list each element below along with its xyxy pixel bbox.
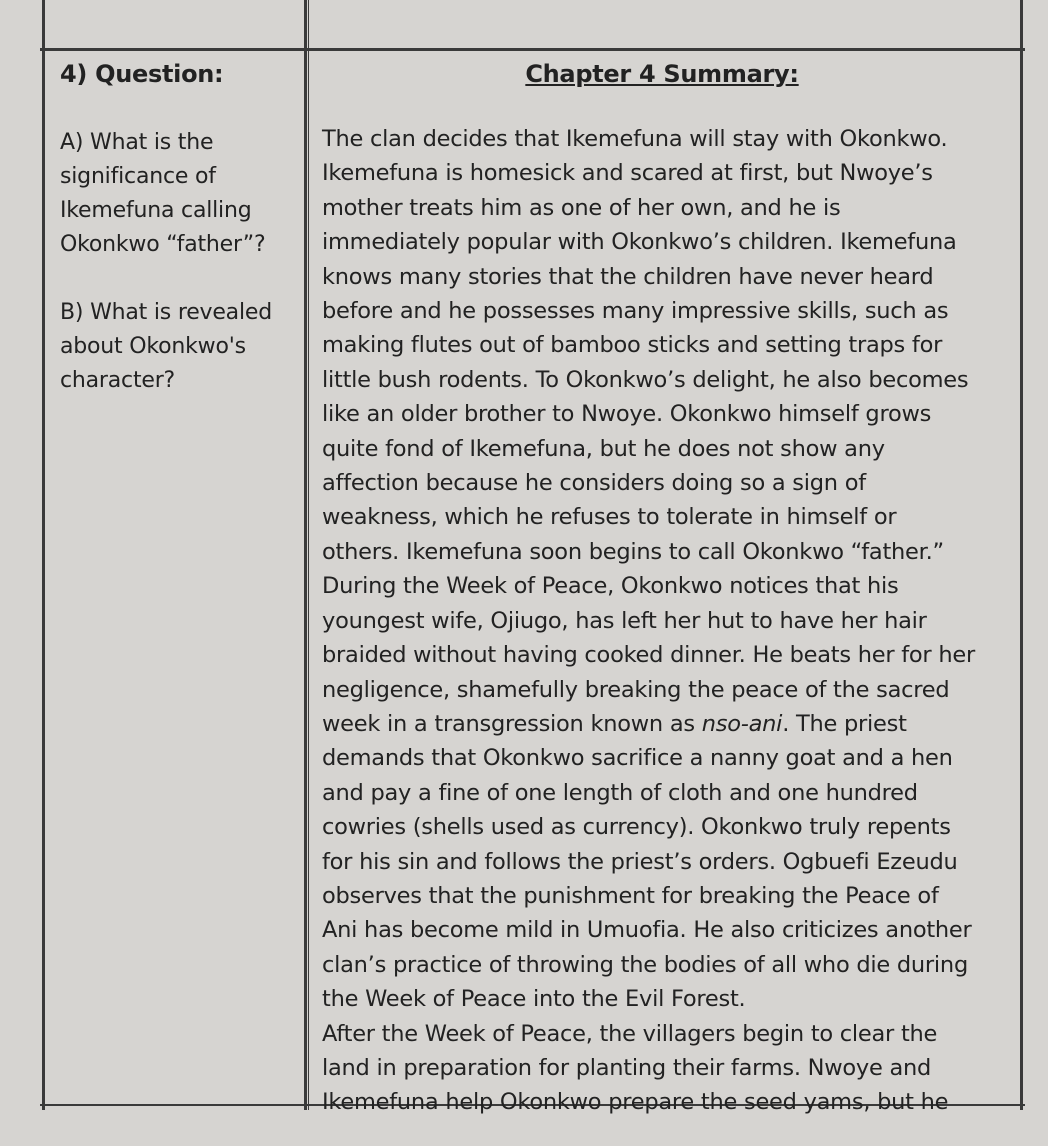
summary-line: Ikemefuna help Okonkwo prepare the seed yams, but he: [322, 1089, 949, 1116]
question-part-a: A) What is the significance of Ikemefuna calling Okonkwo “father”?: [60, 130, 266, 257]
summary-line: the Week of Peace into the Evil Forest.: [322, 986, 746, 1013]
summary-line: like an older brother to Nwoye. Okonkwo himself grows: [322, 401, 932, 428]
summary-line: cowries (shells used as currency). Okonkwo truly repents: [322, 814, 951, 841]
summary-line: After the Week of Peace, the villagers begin to clear the: [322, 1020, 938, 1047]
question-part-b: B) What is revealed about Okonkwo's character?: [60, 300, 272, 393]
summary-title: Chapter 4 Summary:: [525, 60, 799, 88]
summary-line: for his sin and follows the priest’s orders. Ogbuefi Ezeudu: [322, 848, 958, 875]
summary-line: youngest wife, Ojiugo, has left her hut to have her hair: [322, 607, 927, 634]
summary-line: mother treats him as one of her own, and he is: [322, 194, 841, 221]
summary-line: quite fond of Ikemefuna, but he does not show any: [322, 435, 885, 462]
summary-line: Ikemefuna is homesick and scared at first, but Nwoye’s: [322, 160, 933, 187]
summary-line: making flutes out of bamboo sticks and setting traps for: [322, 332, 943, 359]
summary-line: immediately popular with Okonkwo’s children. Ikemefuna: [322, 229, 957, 256]
table-border-left: [42, 0, 45, 1110]
table-column-divider-2: [308, 0, 309, 1110]
summary-line: Ani has become mild in Umuofia. He also criticizes another: [322, 917, 972, 944]
summary-line: little bush rodents. To Okonkwo’s delight, he also becomes: [322, 366, 969, 393]
italic-term: nso-ani: [701, 710, 783, 737]
question-cell: [50, 50, 302, 1105]
summary-line-with-term: [322, 707, 1012, 741]
summary-line-end: . The priest: [782, 710, 907, 737]
table-column-divider: [304, 0, 307, 1110]
summary-line: observes that the punishment for breaking the Peace of: [322, 882, 939, 909]
summary-line: land in preparation for planting their farms. Nwoye and: [322, 1054, 932, 1081]
summary-line: and pay a fine of one length of cloth and one hundred: [322, 779, 918, 806]
summary-line: The clan decides that Ikemefuna will stay with Okonkwo.: [322, 126, 948, 152]
summary-body: [322, 122, 1012, 1120]
summary-line: negligence, shamefully breaking the peace of the sacred: [322, 676, 950, 703]
summary-line: others. Ikemefuna soon begins to call Okonkwo “father.”: [322, 538, 944, 565]
table-border-right: [1020, 0, 1023, 1110]
summary-line: braided without having cooked dinner. He beats her for her: [322, 642, 975, 669]
summary-line: clan’s practice of throwing the bodies of all who die during: [322, 951, 968, 978]
summary-line: demands that Okonkwo sacrifice a nanny goat and a hen: [322, 745, 953, 772]
summary-line: weakness, which he refuses to tolerate in himself or: [322, 504, 897, 531]
summary-line: knows many stories that the children have never heard: [322, 263, 934, 290]
summary-cell: [312, 50, 1012, 1116]
question-title: 4) Question:: [60, 60, 224, 88]
summary-line-start: week in a transgression known as: [322, 710, 702, 737]
summary-line: During the Week of Peace, Okonkwo notices that his: [322, 573, 899, 600]
summary-line: affection because he considers doing so a sign of: [322, 470, 866, 497]
summary-line: before and he possesses many impressive skills, such as: [322, 298, 949, 325]
